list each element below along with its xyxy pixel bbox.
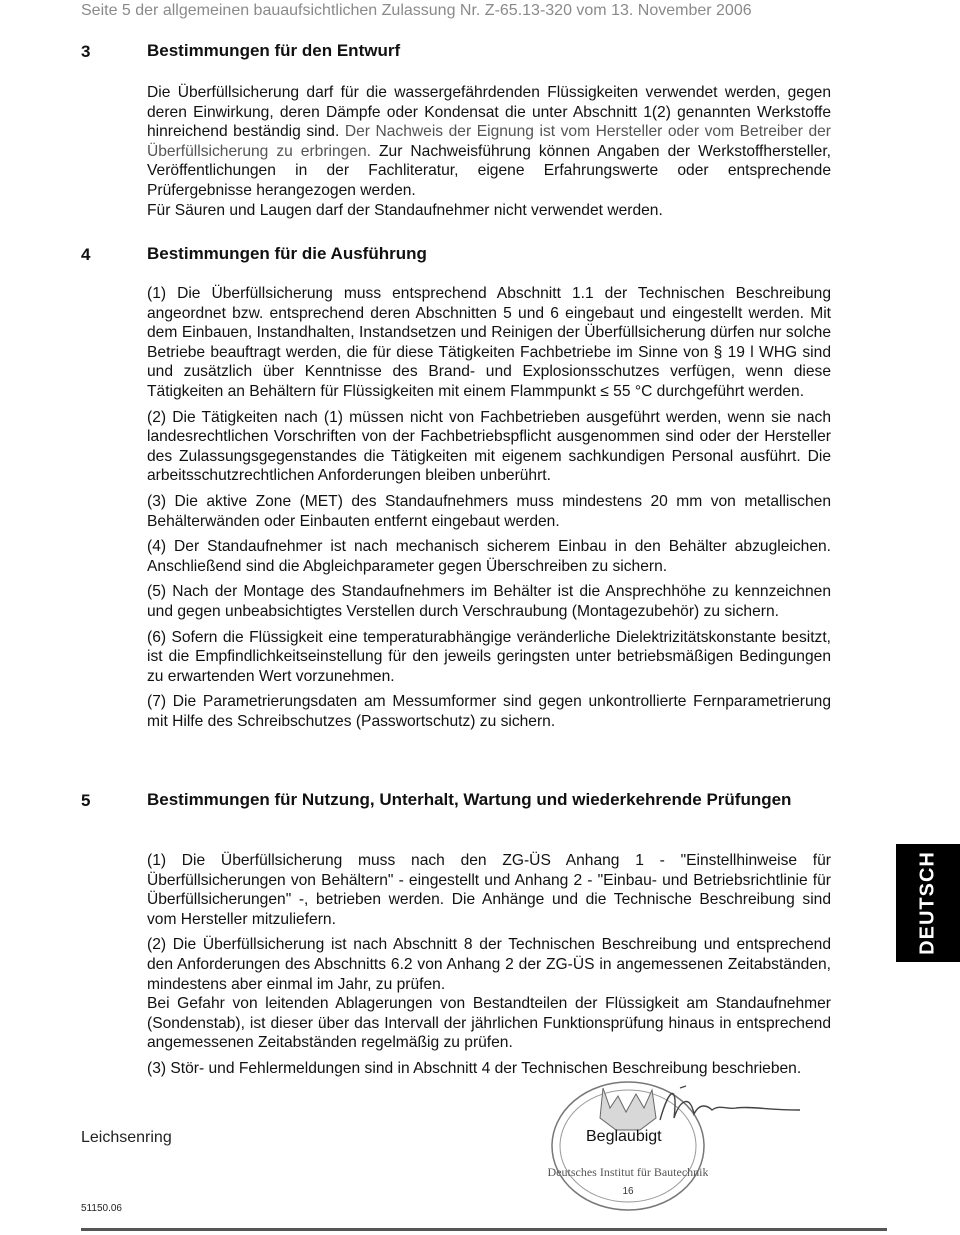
language-tab-label: DEUTSCH [916,851,939,955]
section-5-title: Bestimmungen für Nutzung, Unterhalt, Wartung und wiederkehrende Prüfungen [147,790,792,809]
seal-institute-text: Deutsches Institut für Bautechnik [548,1165,708,1179]
section-4-paragraph-3: (3) Die aktive Zone (MET) des Standaufnehmers muss mindestens 20 mm von metallischen Behälterwänden oder Einbauten entfernt eingebaut werden. [147,492,831,530]
section-4-paragraph-1: (1) Die Überfüllsicherung muss entsprechend Abschnitt 1.1 der Technischen Beschreibung angeordnet bzw. entsprechend deren Abschnitten 5 und 6 eingebaut und eingestellt werden. Mit dem Einbauen, Instandhalten, Instandsetzen und Reinigen der Überfüllsicherung dürfen nur solche Betriebe beauftragt werden, die für diese Tätigkeiten Fachbetriebe im Sinne von § 19 l WHG sind und zusätzlich über Kenntnisse des Brand- und Explosionsschutzes verfügen, wenn diese Tätigkeiten an Behältern für Flüssigkeiten mit einem Flammpunkt ≤ 55 °C durchgeführt werden. [147,285,831,400]
section-3-paragraph-2: Für Säuren und Laugen darf der Standaufnehmer nicht verwendet werden. [147,201,663,219]
handwritten-signature [650,1080,810,1130]
section-5-body [147,851,831,1079]
section-3-title: Bestimmungen für den Entwurf [147,41,401,60]
section-4-paragraph-7: (7) Die Parametrierungsdaten am Messumformer sind gegen unkontrollierte Fernparametrierung mit Hilfe des Schreibschutzes (Passwortschutz) zu sichern. [147,693,831,730]
section-4-paragraph-5: (5) Nach der Montage des Standaufnehmers im Behälter ist die Ansprechhöhe zu kennzeichnen und gegen unbeabsichtigtes Verstellen durch Verschraubung (Montagezubehör) zu sichern. [147,583,831,620]
section-4-paragraph-4: (4) Der Standaufnehmer ist nach mechanisch sicherem Einbau in den Behälter abzugleichen. Anschließend sind die Abgleichparameter gegen Überschreiben zu sichern. [147,538,831,575]
section-5-paragraph-2: (2) Die Überfüllsicherung ist nach Abschnitt 8 der Technischen Beschreibung und entsprechend den Anforderungen des Abschnitts 6.2 von Anhang 2 der ZG-ÜS in angemessenen Zeitabständen, mindestens aber einmal im Jahr, zu prüfen. [147,936,831,993]
section-3-body [147,83,831,220]
section-4-paragraph-2: (2) Die Tätigkeiten nach (1) müssen nicht von Fachbetrieben ausgeführt werden, wenn sie nach landesrechtlichen Vorschriften von der Fachbetriebspflicht ausgenommen sind oder der Hersteller des Zulassungsgegenstandes die Tätigkeiten mit eigenem sachkundigen Personal ausführt. Die arbeitsschutzrechtlichen Anforderungen bleiben unberührt. [147,408,831,485]
language-tab [896,844,960,962]
stamp-label: Beglaubigt [586,1128,662,1145]
page-header: Seite 5 der allgemeinen bauaufsichtlichen Zulassung Nr. Z-65.13-320 vom 13. November 2006 [81,2,752,19]
document-code: 51150.06 [81,1203,122,1214]
bottom-rule [81,1228,887,1231]
section-5-paragraph-3: (3) Stör- und Fehlermeldungen sind in Abschnitt 4 der Technischen Beschreibung beschrieben. [147,1059,802,1077]
section-5-paragraph-1: (1) Die Überfüllsicherung muss nach den ZG-ÜS Anhang 1 - "Einstellhinweise für Überfüllsicherungen von Behältern" - eingestellt und Anhang 2 - "Einbau- und Betriebsrichtlinie für Überfüllsicherungen" -, betrieben werden. Die Anhänge und die Technische Beschreibung sind vom Hersteller mitzuliefern. [147,852,831,928]
section-3-paragraph-1-text: Die Überfüllsicherung darf für die wassergefährdenden Flüssigkeiten verwendet werden, gegen deren Einwirkung, deren Dämpfe oder Kondensat die unter Abschnitt 1(2) genannten Werkstoffe hinreichend beständig sind. [147,84,831,141]
section-5-number: 5 [81,791,91,810]
section-3-paragraph-1-tail: Zur Nachweisführung können Angaben der Werkstoffhersteller, Veröffentlichungen in der Fachliteratur, eigene Erfahrungswerte oder entsprechende Prüfergebnisse herangezogen werden. [147,142,831,199]
section-5-paragraph-2b: Bei Gefahr von leitenden Ablagerungen von Bestandteilen der Flüssigkeit am Standaufnehmer (Sondenstab), ist dieser über das Intervall der jährlichen Funktionsprüfung hinaus in entsprechend angemessenen Zeitabständen regelmäßig zu prüfen. [147,995,831,1052]
section-4-body [147,284,831,731]
section-4-title: Bestimmungen für die Ausführung [147,244,427,263]
section-3-paragraph-1-gray-text: Der Nachweis der Eignung ist vom Hersteller oder vom Betreiber der Überfüllsicherung zu erbringen. [147,123,831,160]
signatory-name: Leichsenring [81,1129,172,1146]
section-3-paragraph-1 [147,83,831,201]
section-4-number: 4 [81,245,91,264]
section-4-paragraph-6: (6) Sofern die Flüssigkeit eine temperaturabhängige veränderliche Dielektrizitätskonstante besitzt, ist die Empfindlichkeitseinstellung für den jeweils geringsten unter betriebsmäßigen Bedingungen zu erwartenden Wert vorzunehmen. [147,628,831,685]
section-3-number: 3 [81,42,91,61]
seal-number: 16 [622,1186,634,1197]
